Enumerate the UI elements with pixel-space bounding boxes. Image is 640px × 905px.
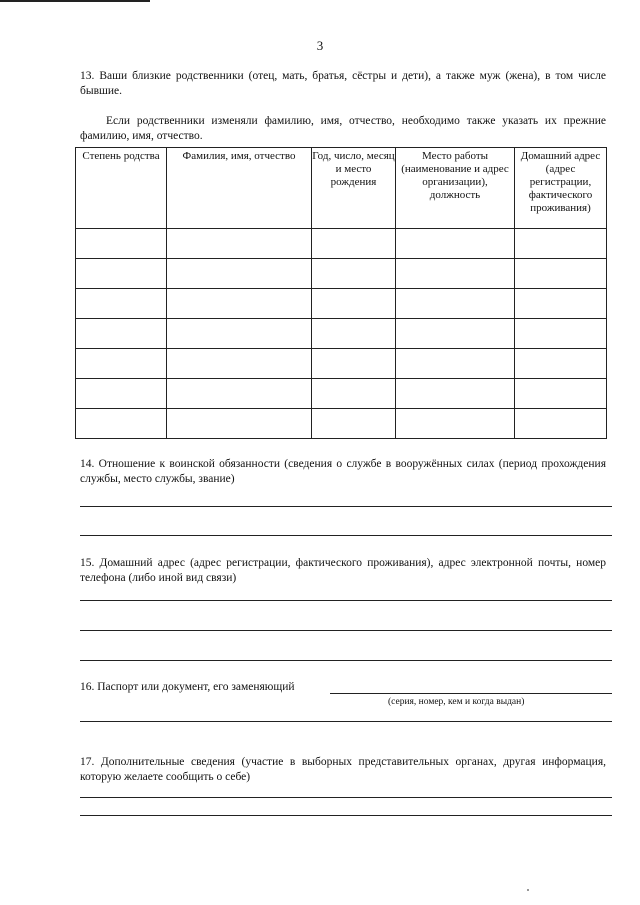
- section-14-title: 14. Отношение к воинской обязанности (сведения о службе в вооружённых силах (период прохождения службы, место службы, звание): [80, 458, 606, 485]
- table-cell[interactable]: [515, 409, 607, 439]
- header-workplace: Место работы (наименование и адрес организации), должность: [396, 148, 515, 229]
- section-17-title: 17. Дополнительные сведения (участие в выборных представительных органах, другая информация, которую желаете сообщить о себе): [80, 756, 606, 783]
- section-16-label: 16. Паспорт или документ, его заменяющий: [80, 681, 295, 693]
- table-cell[interactable]: [167, 379, 312, 409]
- header-full-name: Фамилия, имя, отчество: [167, 148, 312, 229]
- military-answer-line-2[interactable]: [80, 535, 612, 536]
- section-13-title: 13. Ваши близкие родственники (отец, мать, братья, сёстры и дети), а также муж (жена), в том числе бывшие.: [80, 70, 606, 97]
- table-cell[interactable]: [167, 319, 312, 349]
- relatives-table: [75, 147, 607, 439]
- table-cell[interactable]: [515, 319, 607, 349]
- table-cell[interactable]: [312, 319, 396, 349]
- table-row: [76, 319, 607, 349]
- table-cell[interactable]: [167, 349, 312, 379]
- table-cell[interactable]: [312, 349, 396, 379]
- table-cell[interactable]: [167, 289, 312, 319]
- table-row: [76, 229, 607, 259]
- table-row: [76, 259, 607, 289]
- table-cell[interactable]: [167, 259, 312, 289]
- table-cell[interactable]: [396, 289, 515, 319]
- additional-answer-line-1[interactable]: [80, 797, 612, 798]
- table-cell[interactable]: [396, 379, 515, 409]
- table-cell[interactable]: [167, 229, 312, 259]
- passport-hint: (серия, номер, кем и когда выдан): [388, 697, 525, 707]
- table-row: [76, 379, 607, 409]
- scan-speck: [527, 889, 529, 891]
- address-answer-line-1[interactable]: [80, 600, 612, 601]
- table-cell[interactable]: [76, 349, 167, 379]
- table-cell[interactable]: [76, 409, 167, 439]
- table-cell[interactable]: [167, 409, 312, 439]
- header-birth-date-place: Год, число, месяц и место рождения: [312, 148, 396, 229]
- military-answer-line-1[interactable]: [80, 506, 612, 507]
- table-cell[interactable]: [396, 409, 515, 439]
- table-cell[interactable]: [312, 229, 396, 259]
- table-cell[interactable]: [312, 289, 396, 319]
- table-row: [76, 349, 607, 379]
- table-row: [76, 289, 607, 319]
- table-cell[interactable]: [76, 259, 167, 289]
- table-cell[interactable]: [76, 319, 167, 349]
- table-row: [76, 409, 607, 439]
- header-home-address: Домашний адрес (адрес регистрации, фактического проживания): [515, 148, 607, 229]
- relatives-table-body: [76, 229, 607, 439]
- passport-answer-line[interactable]: [330, 693, 612, 694]
- table-cell[interactable]: [396, 229, 515, 259]
- table-cell[interactable]: [76, 289, 167, 319]
- page-number: 3: [316, 38, 324, 53]
- passport-answer-line-2[interactable]: [80, 721, 612, 722]
- table-header-row: [76, 148, 607, 229]
- address-answer-line-3[interactable]: [80, 660, 612, 661]
- table-cell[interactable]: [515, 259, 607, 289]
- table-cell[interactable]: [396, 319, 515, 349]
- additional-answer-line-2[interactable]: [80, 815, 612, 816]
- table-cell[interactable]: [76, 379, 167, 409]
- section-15-title: 15. Домашний адрес (адрес регистрации, фактического проживания), адрес электронной почты, номер телефона (либо иной вид связи): [80, 557, 606, 584]
- table-cell[interactable]: [312, 259, 396, 289]
- table-cell[interactable]: [515, 349, 607, 379]
- scan-edge-mark: [0, 0, 150, 2]
- table-cell[interactable]: [312, 379, 396, 409]
- address-answer-line-2[interactable]: [80, 630, 612, 631]
- table-cell[interactable]: [396, 349, 515, 379]
- section-13-note: Если родственники изменяли фамилию, имя, отчество, необходимо также указать их прежние фамилию, имя, отчество.: [80, 115, 606, 142]
- table-cell[interactable]: [515, 289, 607, 319]
- table-cell[interactable]: [515, 379, 607, 409]
- table-cell[interactable]: [312, 409, 396, 439]
- header-relation: Степень родства: [76, 148, 167, 229]
- table-cell[interactable]: [396, 259, 515, 289]
- table-cell[interactable]: [515, 229, 607, 259]
- table-cell[interactable]: [76, 229, 167, 259]
